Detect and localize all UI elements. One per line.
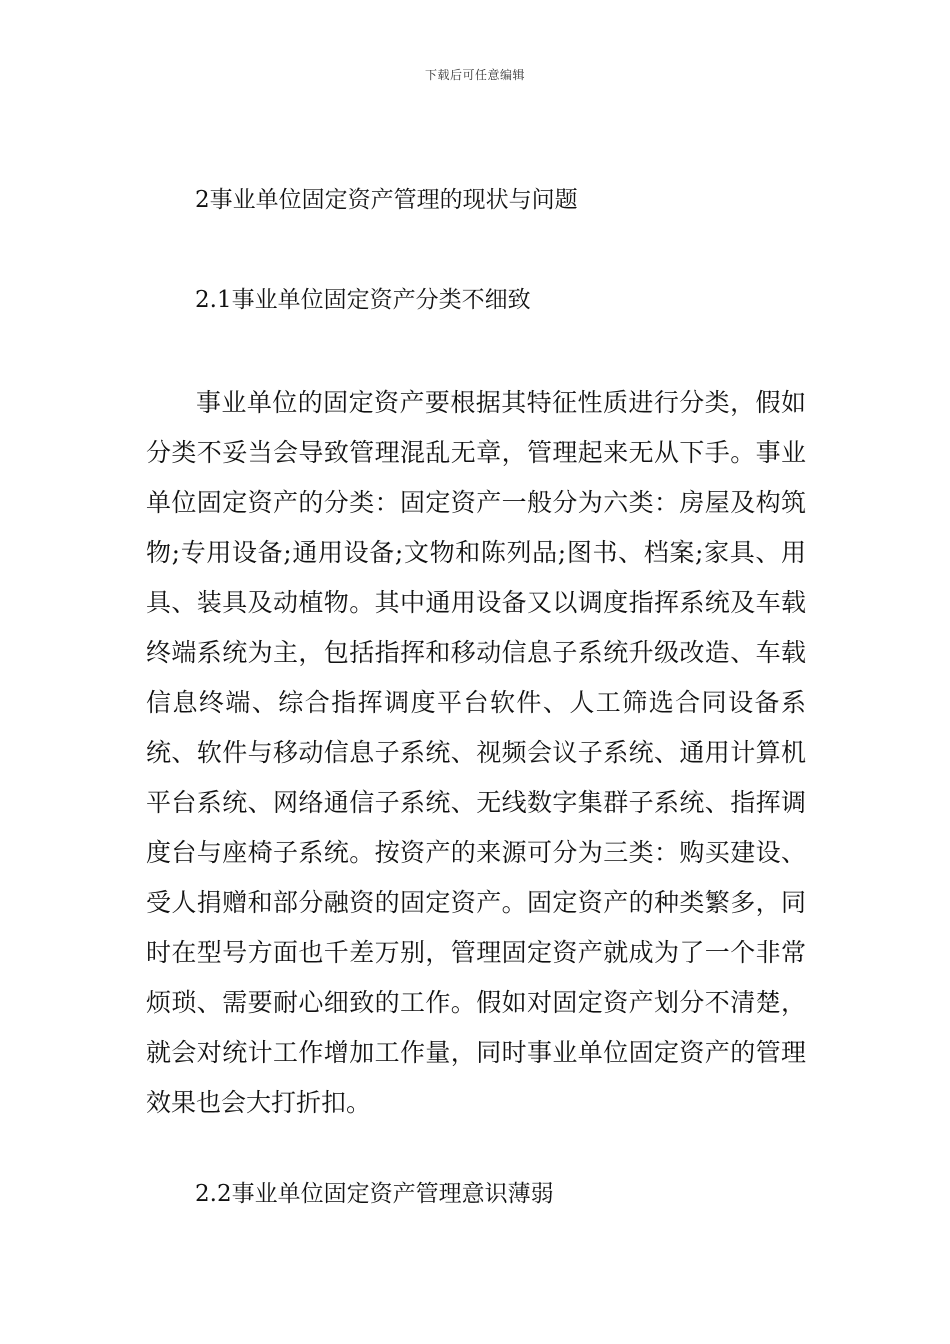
subsection-heading-2-1: 2.1事业单位固定资产分类不细致 xyxy=(195,287,531,313)
header-note: 下载后可任意编辑 xyxy=(424,68,525,82)
body-paragraph: 事业单位的固定资产要根据其特征性质进行分类，假如分类不妥当会导致管理混乱无章，管理起来无从下手。事业单位固定资产的分类：固定资产一般分为六类：房屋及构筑物;专用设备;通用设备;文物和陈列品;图书、档案;家具、用具、装具及动植物。其中通用设备又以调度指挥系统及车载终端系统为主，包括指挥和移动信息子系统升级改造、车载信息终端、综合指挥调度平台软件、人工筛选合同设备系统、软件与移动信息子系统、视频会议子系统、通用计算机平台系统、网络通信子系统、无线数字集群子系统、指挥调度台与座椅子系统。按资产的来源可分为三类：购买建设、受人捐赠和部分融资的固定资产。固定资产的种类繁多，同时在型号方面也千差万别，管理固定资产就成为了一个非常烦琐、需要耐心细致的工作。假如对固定资产划分不清楚，就会对统计工作增加工作量，同时事业单位固定资产的管理效果也会大打折扣。 xyxy=(146,388,806,1117)
section-heading: 2事业单位固定资产管理的现状与问题 xyxy=(195,187,578,213)
subsection-heading-2-2: 2.2事业单位固定资产管理意识薄弱 xyxy=(195,1181,554,1207)
